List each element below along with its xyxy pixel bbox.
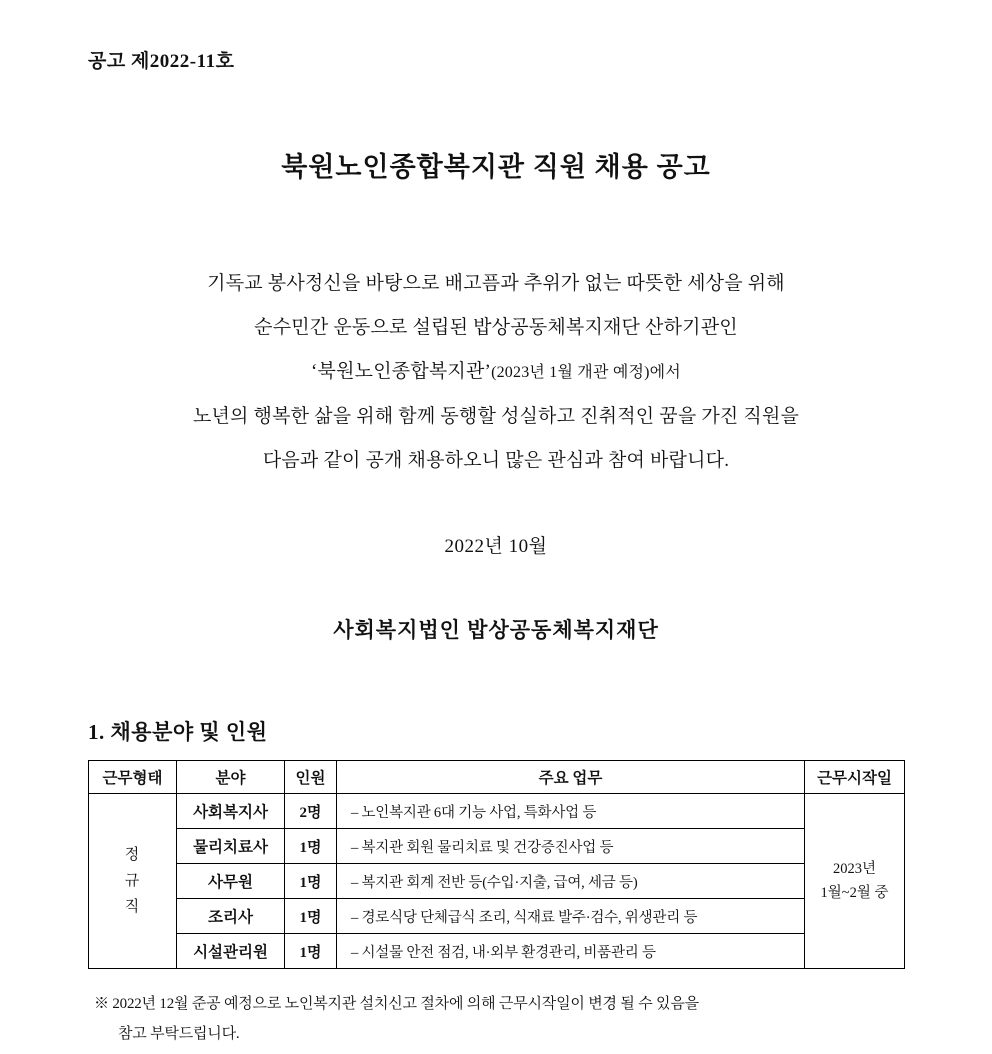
table-row <box>89 794 905 829</box>
start-date-line-2: 1월~2월 중 <box>820 885 889 901</box>
cell-field: 사회복지사 <box>177 794 285 829</box>
column-header-start-date: 근무시작일 <box>805 761 905 794</box>
cell-employment-type <box>89 794 177 969</box>
employment-type-char-1: 정 <box>124 847 141 863</box>
table-row <box>89 864 905 899</box>
cell-field: 사무원 <box>177 864 285 899</box>
section-heading-recruitment: 1. 채용분야 및 인원 <box>88 720 268 744</box>
cell-duties: – 노인복지관 6대 기능 사업, 특화사업 등 <box>337 794 805 829</box>
cell-field: 시설관리원 <box>177 934 285 969</box>
cell-count: 1명 <box>285 829 337 864</box>
cell-duties: – 복지관 회계 전반 등(수입·지출, 급여, 세금 등) <box>337 864 805 899</box>
cell-duties: – 시설물 안전 점검, 내·외부 환경관리, 비품관리 등 <box>337 934 805 969</box>
page-title: 북원노인종합복지관 직원 채용 공고 <box>281 152 711 182</box>
column-header-employment-type: 근무형태 <box>89 761 177 794</box>
intro-line-1: 기독교 봉사정신을 바탕으로 배고픔과 추위가 없는 따뜻한 세상을 위해 <box>207 273 785 294</box>
intro-line-2: 순수민간 운동으로 설립된 밥상공동체복지재단 산하기관인 <box>254 317 738 338</box>
column-header-main-duties: 주요 업무 <box>337 761 805 794</box>
issuing-organization: 사회복지법인 밥상공동체복지재단 <box>333 618 659 642</box>
facility-opening-note: (2023년 1월 개관 예정)에서 <box>491 364 681 381</box>
table-row <box>89 899 905 934</box>
cell-count: 1명 <box>285 864 337 899</box>
table-row <box>89 829 905 864</box>
cell-field: 물리치료사 <box>177 829 285 864</box>
intro-line-5: 다음과 같이 공개 채용하오니 많은 관심과 참여 바랍니다. <box>262 450 730 471</box>
intro-line-3 <box>88 350 904 395</box>
cell-count: 2명 <box>285 794 337 829</box>
intro-line-4: 노년의 행복한 삶을 위해 함께 동행할 성실하고 진취적인 꿈을 가진 직원을 <box>192 406 800 427</box>
recruitment-table <box>88 760 905 969</box>
cell-duties: – 복지관 회원 물리치료 및 건강증진사업 등 <box>337 829 805 864</box>
footnote-line-2: 참고 부탁드립니다. <box>118 1026 240 1042</box>
table-body <box>89 794 905 969</box>
column-header-count: 인원 <box>285 761 337 794</box>
intro-paragraph <box>88 262 904 483</box>
cell-count: 1명 <box>285 934 337 969</box>
cell-count: 1명 <box>285 899 337 934</box>
employment-type-char-3: 직 <box>124 899 141 915</box>
notice-number: 공고 제2022-11호 <box>88 51 235 72</box>
issue-date: 2022년 10월 <box>444 536 548 557</box>
footnote-line-1: ※ 2022년 12월 준공 예정으로 노인복지관 설치신고 절차에 의해 근무시작일이 변경 될 수 있음을 <box>94 996 699 1012</box>
table-header <box>89 761 905 794</box>
column-header-field: 분야 <box>177 761 285 794</box>
employment-type-char-2: 규 <box>124 873 141 889</box>
facility-name: ‘북원노인종합복지관’ <box>311 361 492 382</box>
cell-field: 조리사 <box>177 899 285 934</box>
cell-duties: – 경로식당 단체급식 조리, 식재료 발주·검수, 위생관리 등 <box>337 899 805 934</box>
start-date-line-1: 2023년 <box>832 861 876 877</box>
table-footnote <box>94 989 904 1049</box>
table-header-row <box>89 761 905 794</box>
cell-start-date <box>805 794 905 969</box>
table-row <box>89 934 905 969</box>
